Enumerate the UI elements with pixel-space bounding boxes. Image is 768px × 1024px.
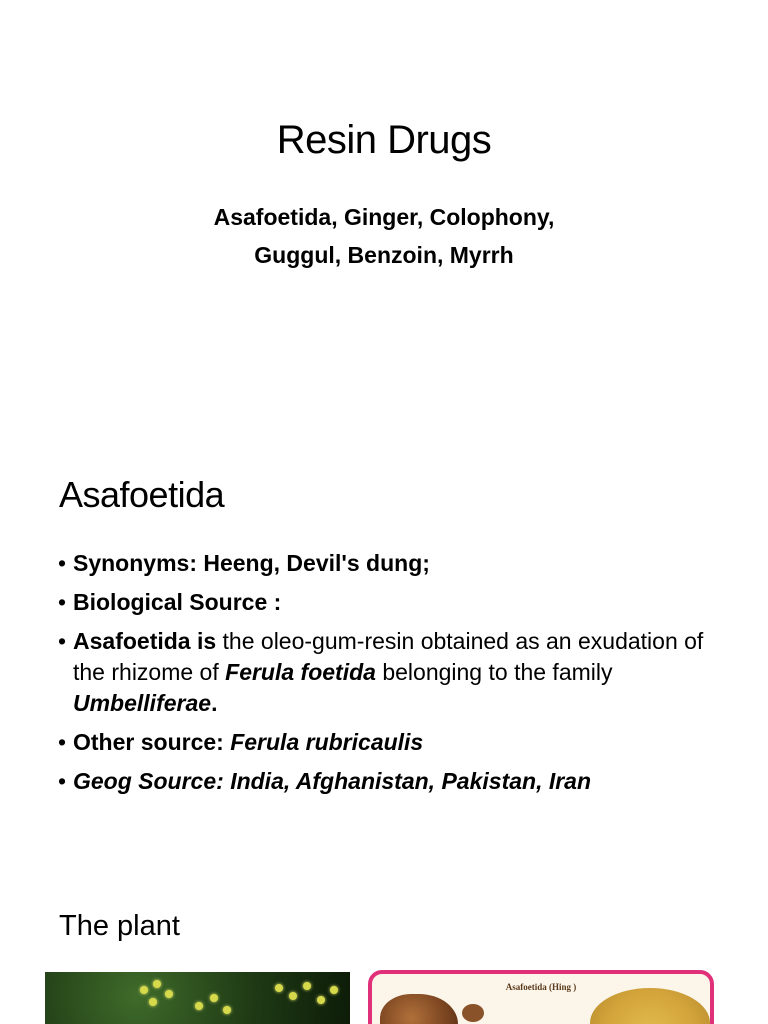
bullet-list (58, 548, 718, 805)
slide-subtitle (0, 198, 768, 274)
synonyms-text: Synonyms: Heeng, Devil's dung; (73, 550, 430, 576)
flower-dot (153, 980, 161, 988)
photo-caption: Asafoetida (Hing ) (505, 982, 577, 992)
plant-flower-photo (45, 972, 350, 1024)
flower-dot (303, 982, 311, 990)
flower-dot (275, 984, 283, 992)
asafoetida-resin-photo (368, 970, 714, 1024)
flower-dot (223, 1006, 231, 1014)
flower-dot (165, 990, 173, 998)
other-source-label: Other source: (73, 729, 231, 755)
bullet-other-source (58, 727, 718, 758)
asafoetida-powder-image (590, 988, 710, 1024)
subtitle-line-1: Asafoetida, Ginger, Colophony, (213, 204, 555, 230)
bullet-dot: • (58, 589, 67, 615)
description-species: Ferula foetida (225, 659, 376, 685)
bullet-dot: • (58, 729, 67, 755)
slide-title: Resin Drugs (276, 118, 492, 162)
bullet-dot: • (58, 768, 67, 794)
description-text-2: belonging to the family (375, 659, 613, 685)
flower-dot (140, 986, 148, 994)
resin-lump-image (380, 994, 458, 1024)
description-text-1: the oleo-gum-resin obtained as an exudation of the rhizome of (73, 628, 704, 685)
biological-source-text: Biological Source : (73, 589, 282, 615)
bullet-geog-source (58, 766, 718, 797)
flower-dot (289, 992, 297, 1000)
resin-piece-image (462, 1004, 484, 1022)
bullet-dot: • (58, 550, 67, 576)
bullet-dot: • (58, 628, 67, 654)
description-family: Umbelliferae (73, 690, 212, 716)
bullet-biological-source (58, 587, 718, 618)
subtitle-line-2: Guggul, Benzoin, Myrrh (254, 242, 514, 268)
flower-dot (149, 998, 157, 1006)
flower-dot (210, 994, 218, 1002)
plant-heading: The plant (59, 910, 180, 942)
section-heading: Asafoetida (59, 474, 225, 515)
description-end: . (211, 690, 218, 716)
geog-source-text: Geog Source: India, Afghanistan, Pakistan, Iran (73, 768, 592, 794)
bullet-synonyms (58, 548, 718, 579)
flower-dot (317, 996, 325, 1004)
other-source-species: Ferula rubricaulis (230, 729, 424, 755)
bullet-description (58, 626, 718, 719)
flower-dot (195, 1002, 203, 1010)
description-lead: Asafoetida is (73, 628, 217, 654)
flower-dot (330, 986, 338, 994)
